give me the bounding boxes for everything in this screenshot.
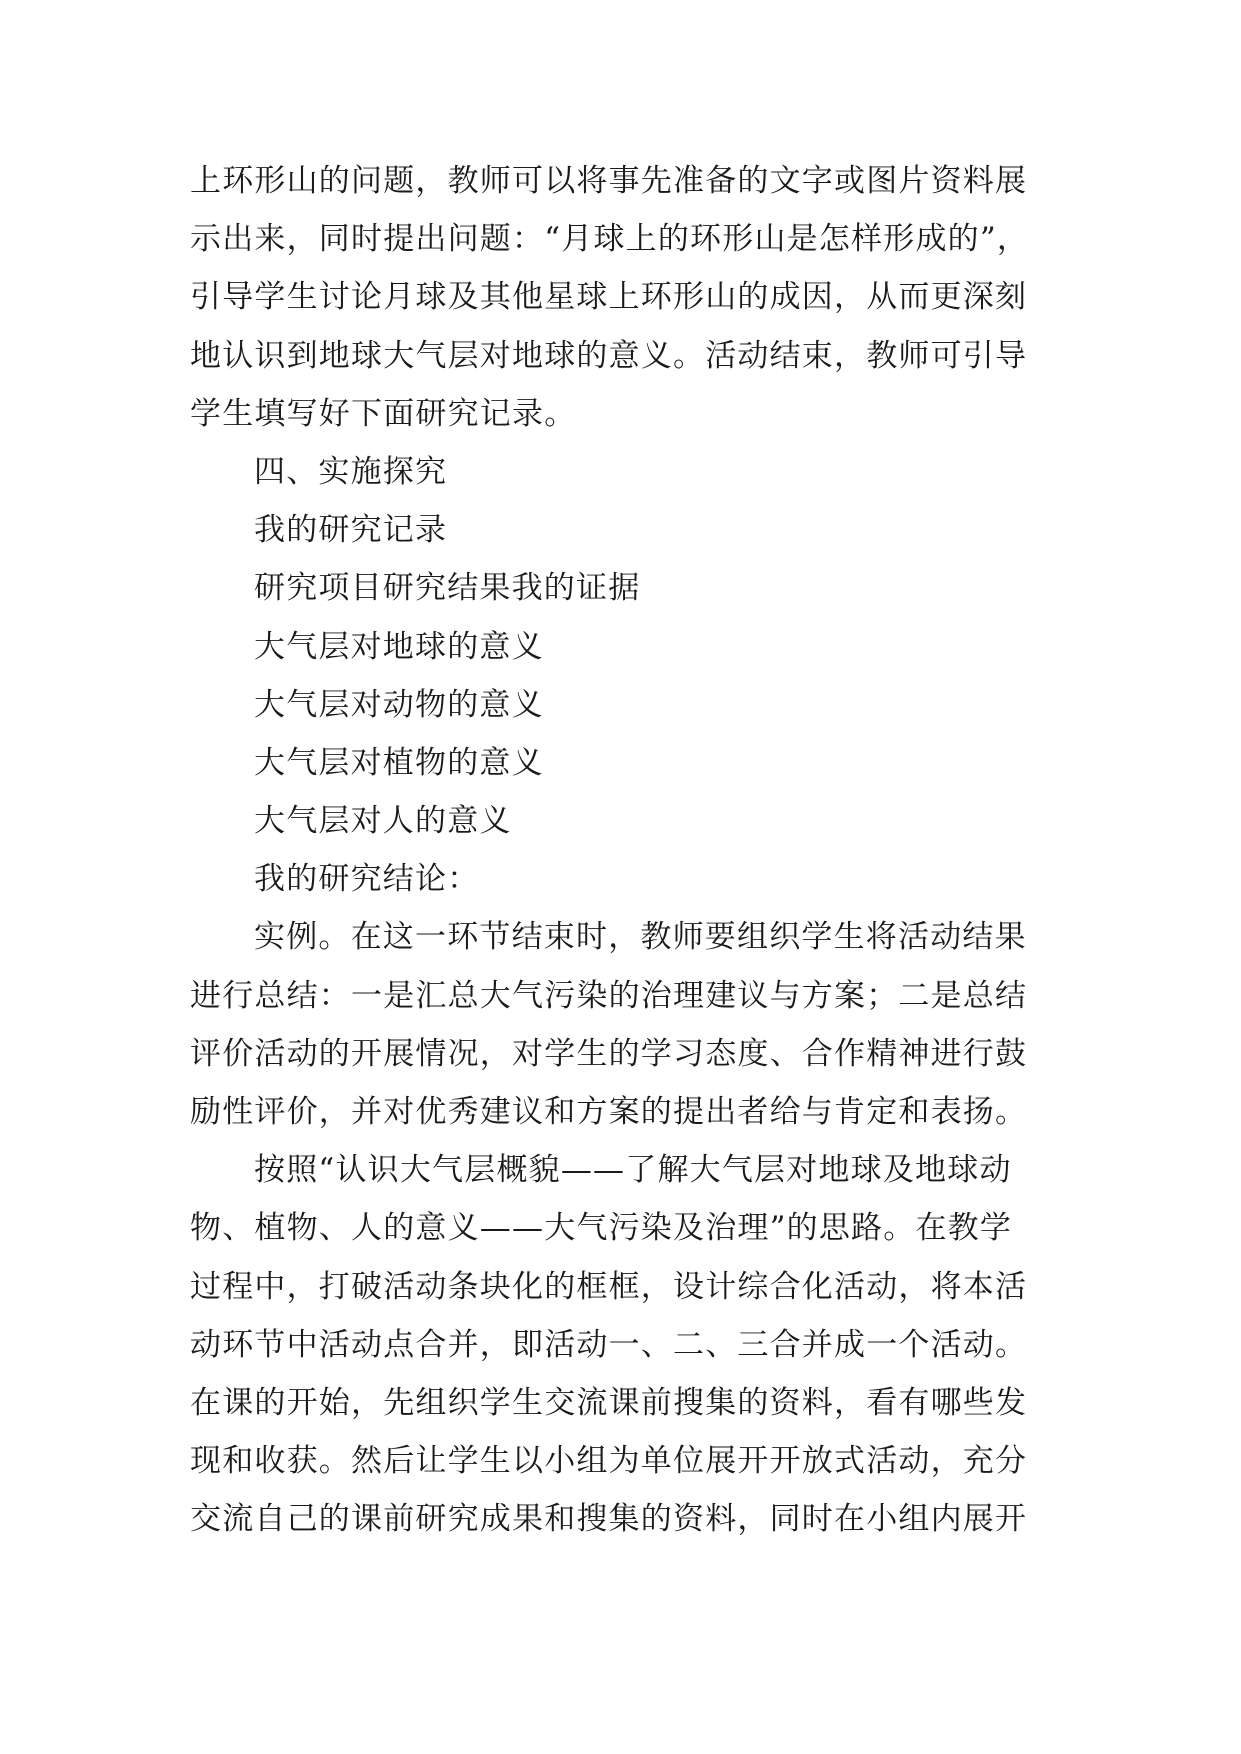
text-line: 学生填写好下面研究记录。 (190, 395, 577, 432)
text-line: 进行总结：一是汇总大气污染的治理建议与方案；二是总结 (190, 977, 1028, 1014)
text-line: 过程中，打破活动条块化的框框，设计综合化活动，将本活 (190, 1268, 1028, 1305)
text-line: 上环形山的问题，教师可以将事先准备的文字或图片资料展 (190, 163, 1028, 199)
record-item: 大气层对植物的意义 (254, 744, 544, 781)
text-line: 交流自己的课前研究成果和搜集的资料，同时在小组内展开 (190, 1501, 1028, 1538)
record-conclusion: 我的研究结论： (254, 861, 480, 898)
text-line: 在课的开始，先组织学生交流课前搜集的资料，看有哪些发 (190, 1384, 1028, 1421)
record-title: 我的研究记录 (254, 512, 448, 549)
text-line: 现和收获。然后让学生以小组为单位展开开放式活动，充分 (190, 1443, 1028, 1480)
text-line: 地认识到地球大气层对地球的意义。活动结束，教师可引导 (190, 337, 1028, 374)
text-line: 示出来，同时提出问题：“月球上的环形山是怎样形成的”， (190, 221, 1030, 258)
record-item: 大气层对动物的意义 (254, 686, 544, 723)
text-line: 动环节中活动点合并，即活动一、二、三合并成一个活动。 (190, 1326, 1028, 1363)
record-item: 大气层对人的意义 (254, 803, 512, 840)
section-heading: 四、实施探究 (254, 453, 448, 490)
text-line: 实例。在这一环节结束时，教师要组织学生将活动结果 (254, 919, 1027, 956)
text-line: 按照“认识大气层概貌——了解大气层对地球及地球动 (254, 1152, 1012, 1189)
text-line: 评价活动的开展情况，对学生的学习态度、合作精神进行鼓 (190, 1035, 1028, 1072)
text-line: 物、植物、人的意义——大气污染及治理”的思路。在教学 (190, 1210, 1013, 1247)
record-header: 研究项目研究结果我的证据 (254, 570, 641, 607)
record-item: 大气层对地球的意义 (254, 628, 544, 665)
text-line: 励性评价，并对优秀建议和方案的提出者给与肯定和表扬。 (190, 1094, 1028, 1130)
document-body (190, 152, 1060, 1549)
text-line: 引导学生讨论月球及其他星球上环形山的成因，从而更深刻 (190, 279, 1028, 316)
